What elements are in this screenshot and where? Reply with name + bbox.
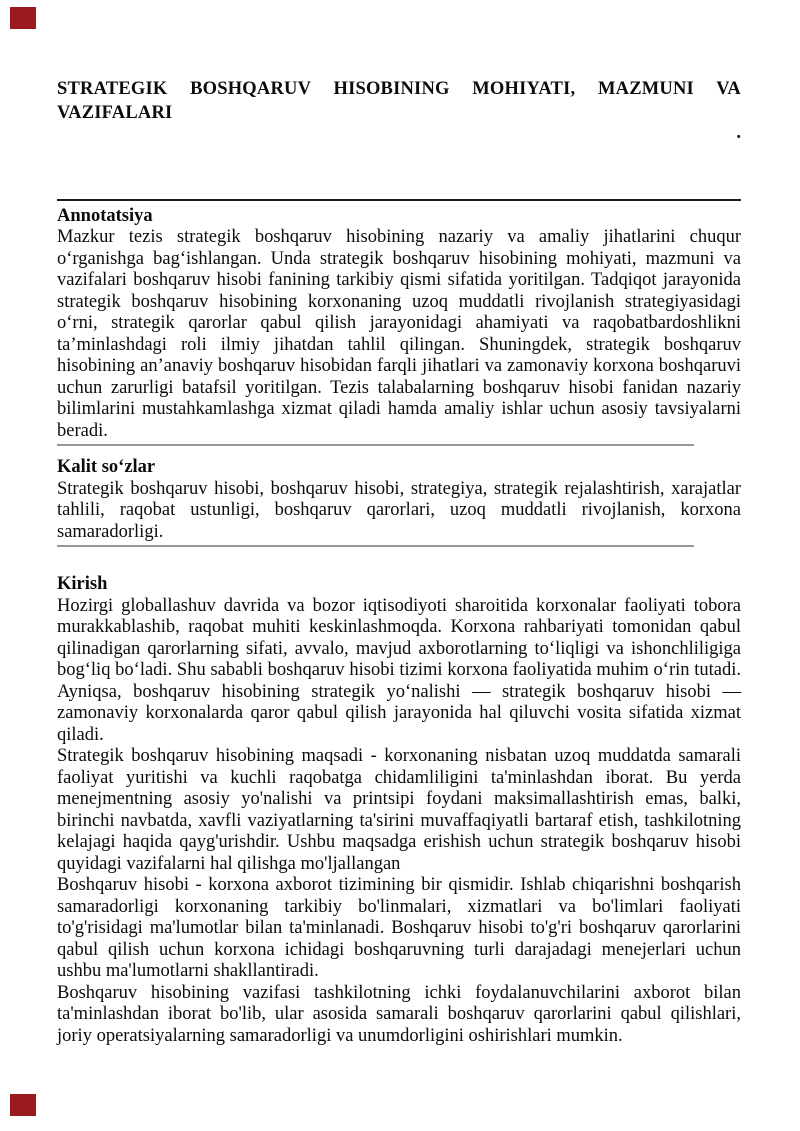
kirish-paragraph-1: Hozirgi globallashuv davrida va bozor iqtisodiyoti sharoitida korxonalar faoliyati tobora murakkablashib, raqobat muhiti keskinlashmoqda. Korxona rahbariyati tomonidan qabul qilinadigan qarorlarning sifati, avvalo, mavjud axborotlarning toʻliqligi va ishonchliligiga bogʻliq boʻladi. Shu sababli boshqaruv hisobi tizimi korxona faoliyatida muhim oʻrin tutadi. Ayniqsa, boshqaruv hisobining strategik yoʻnalishi — strategik boshqaruv hisobi — zamonaviy korxonalarda qaror qabul qilish jarayonida hal qiluvchi vosita sifatida xizmat qiladi. (57, 595, 741, 745)
annotatsiya-divider-rule (57, 444, 694, 446)
section-heading-kirish: Kirish (57, 574, 108, 594)
kirish-paragraph-4: Boshqaruv hisobining vazifasi tashkilotning ichki foydalanuvchilarini axborot bilan ta'minlashdan iborat bo'lib, ular asosida samarali boshqaruv qarorlarini qabul qilishlari, joriy operatsiyalarning samaradorligi va unumdorligini oshirishlari mumkin. (57, 982, 741, 1046)
red-corner-marker-top (10, 7, 36, 29)
paper-title: STRATEGIK BOSHQARUV HISOBINING MOHIYATI, MAZMUNI VA VAZIFALARI (57, 79, 741, 123)
section-heading-annotatsiya: Annotatsiya (57, 205, 153, 226)
annotatsiya-paragraph: Mazkur tezis strategik boshqaruv hisobining nazariy va amaliy jihatlarini chuqur oʻrganishga bagʻishlangan. Unda strategik boshqaruv hisobining mohiyati, mazmuni va vazifalari boshqaruv hisobi fanining tarkibiy qismi sifatida yoritilgan. Tadqiqot jarayonida strategik boshqaruv hisobining korxonaning uzoq muddatli rivojlanish strategiyasidagi oʻrni, strategik qarorlar qabul qilish jarayonidagi ahamiyati va raqobatbardoshlikni taʼminlashdagi roli ilmiy jihatdan tahlil qilingan. Shuningdek, strategik boshqaruv hisobining anʼanaviy boshqaruv hisobidan farqli jihatlari va zamonaviy korxona boshqaruvi uchun zarurligi batafsil yoritilgan. Tezis talabalarning boshqaruv hisobi fanidan nazariy bilimlarini mustahkamlashga xizmat qiladi hamda amaliy ishlar uchun asosiy tavsiyalarni beradi. (57, 227, 741, 441)
kirish-paragraph-3: Boshqaruv hisobi - korxona axborot tizimining bir qismidir. Ishlab chiqarishni boshqarish samaradorligi korxonaning tarkibiy bo'linmalari, xizmatlari va bo'limlari faoliyati to'g'risidagi ma'lumotlar bilan ta'minlanadi. Boshqaruv hisobi to'g'ri boshqaruv qarorlarini qabul qilish uchun korxona ichidagi boshqaruvning turli darajadagi menejerlari uchun ushbu ma'lumotlarni shakllantiradi. (57, 875, 741, 981)
keywords-divider-rule (57, 545, 694, 547)
title-divider-rule (57, 199, 741, 201)
keywords-paragraph: Strategik boshqaruv hisobi, boshqaruv hisobi, strategiya, strategik rejalashtirish, xarajatlar tahlili, raqobat ustunligi, boshqaruv qarorlari, uzoq muddatli rivojlanish, korxona samaradorligi. (57, 478, 741, 542)
title-trailing-period: . (736, 123, 741, 143)
kirish-paragraph-2: Strategik boshqaruv hisobining maqsadi - korxonaning nisbatan uzoq muddatda samarali faoliyat yuritishi va kuchli raqobatga chidamliligini ta'minlashdan iborat. Bu yerda menejmentning asosiy yo'nalishi va printsipi foydani maksimallashtirish emas, balki, birinchi navbatda, xavfli vaziyatlarning ta'sirini muvaffaqiyatli bartaraf etish, tashkilotning kelajagi haqida qayg'urishdir. Ushbu maqsadga erishish uchun strategik boshqaruv hisobi quyidagi vazifalarni hal qilishga mo'ljallangan (57, 746, 741, 874)
red-corner-marker-bottom (10, 1094, 36, 1116)
section-heading-kalit-sozlar: Kalit soʻzlar (57, 457, 156, 477)
